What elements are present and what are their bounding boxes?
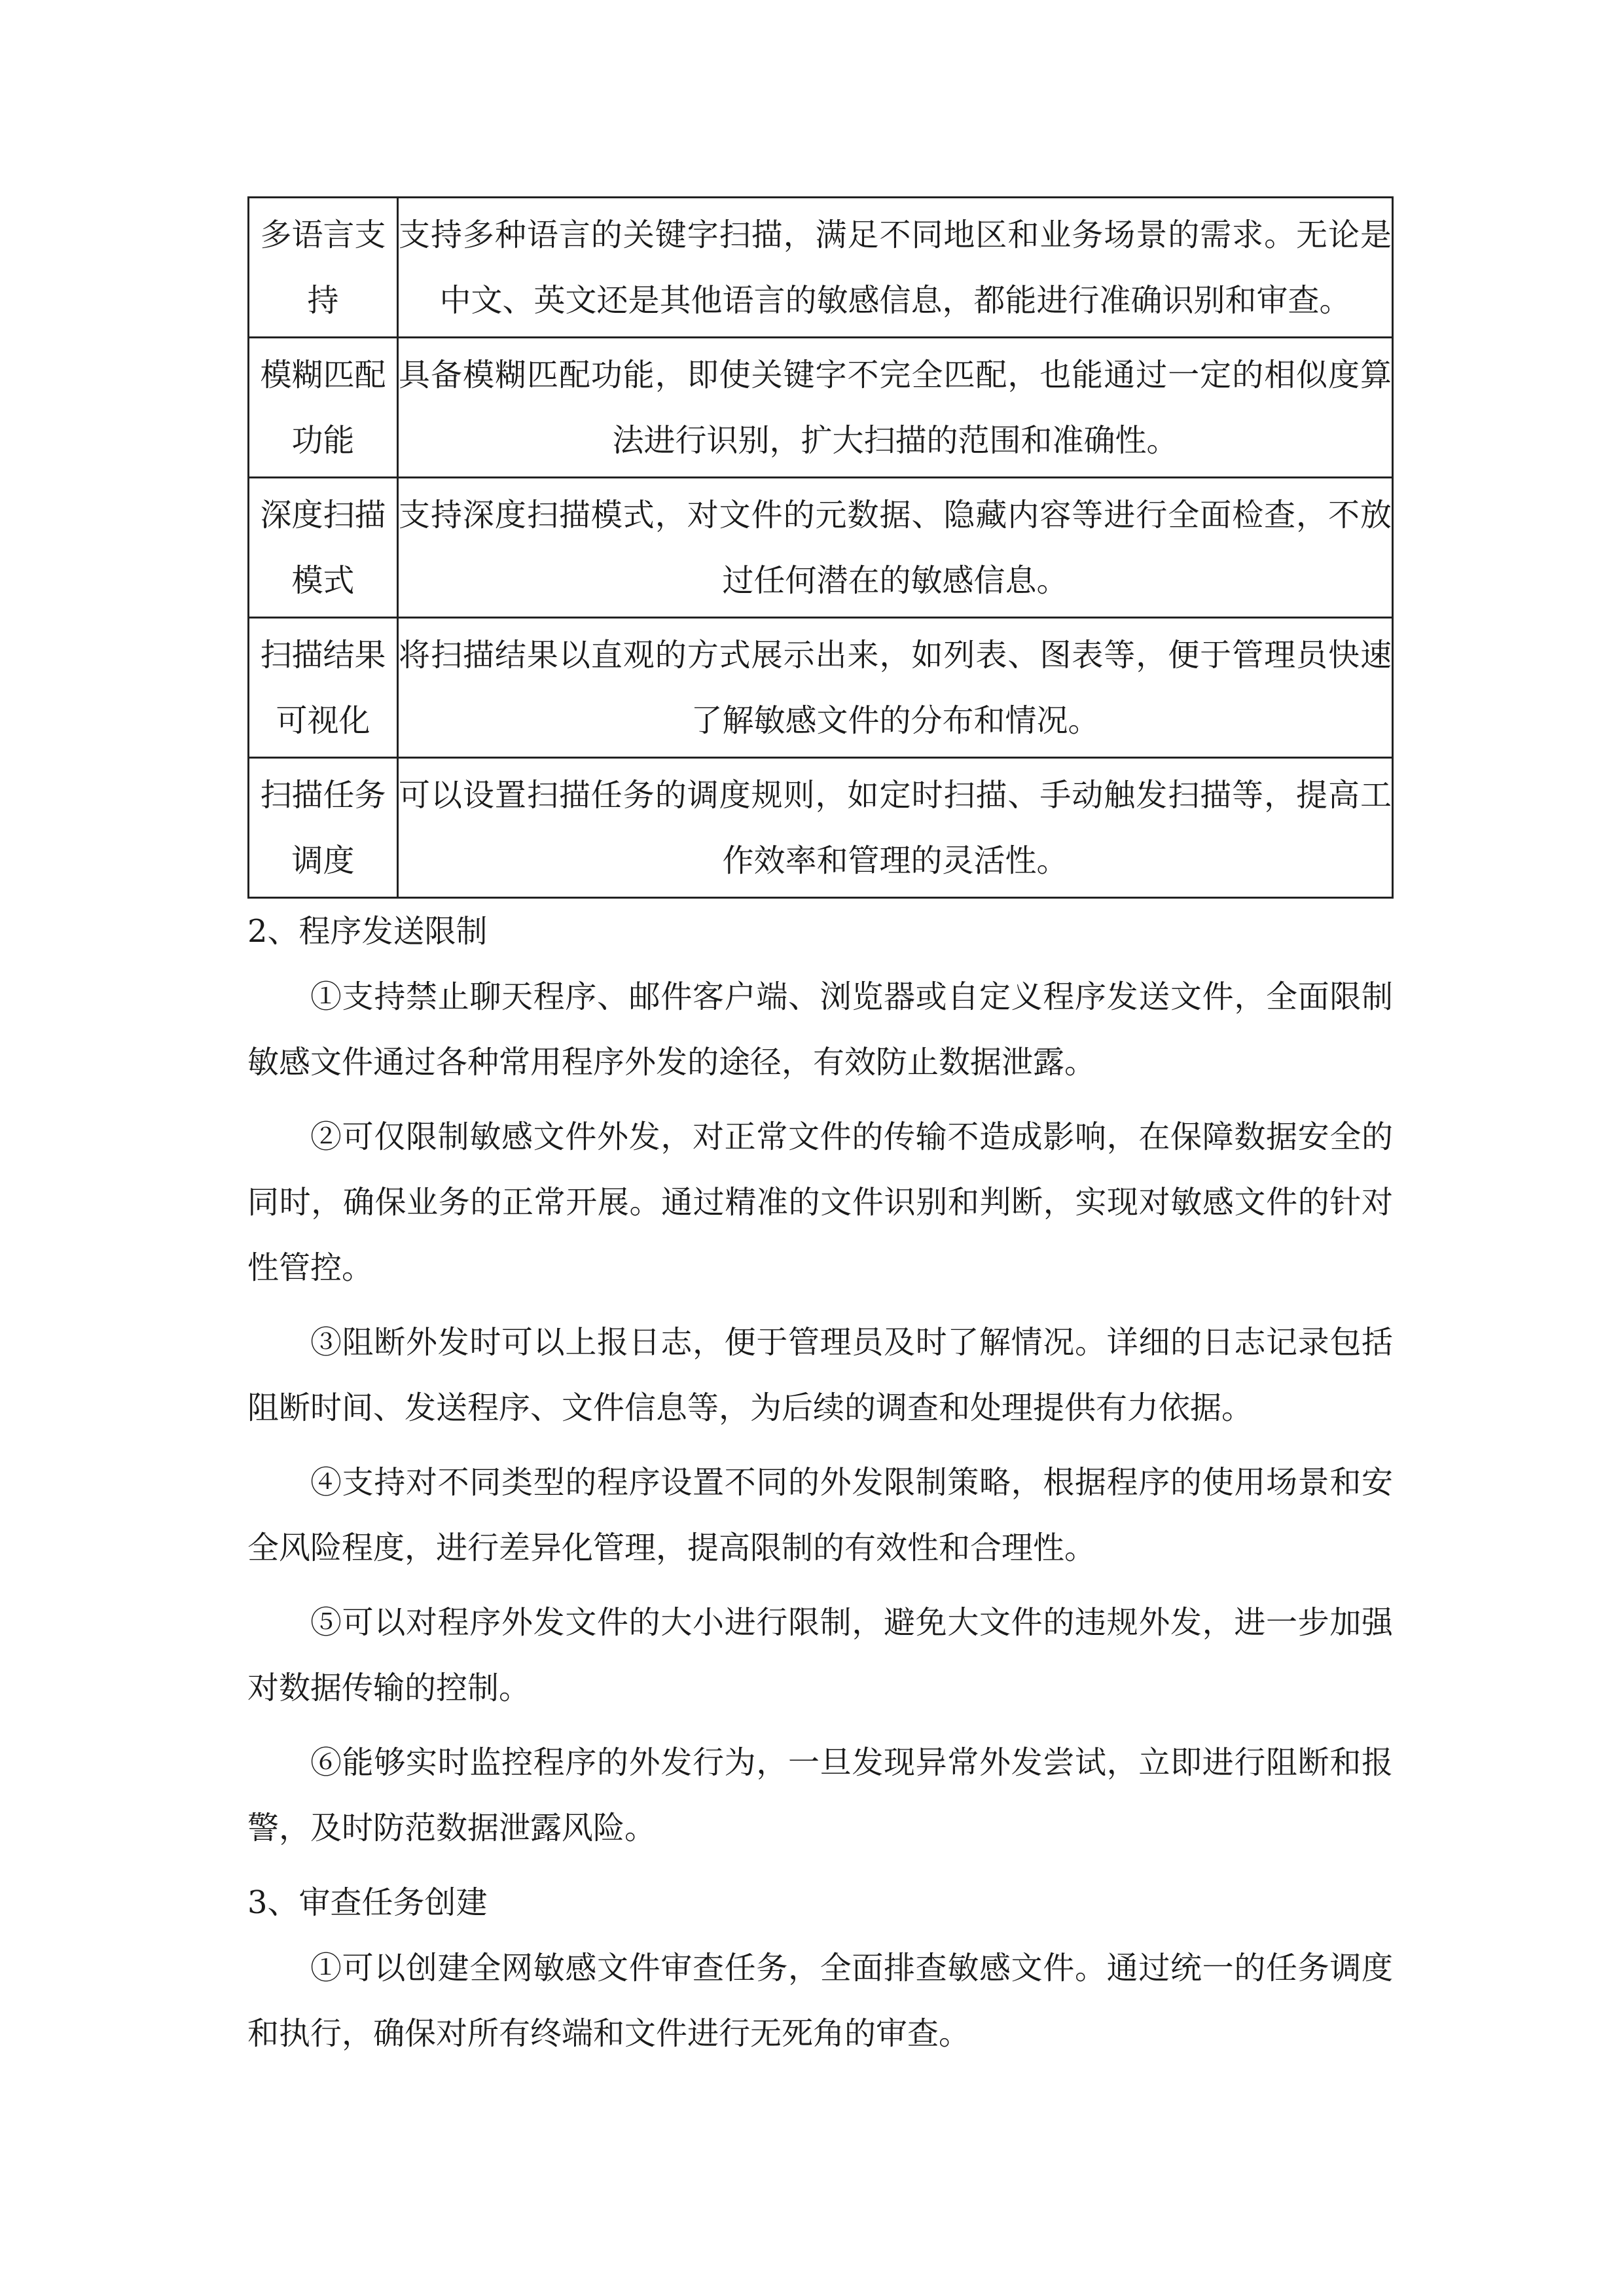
feature-name-cell: 深度扫描模式 [249, 478, 398, 618]
feature-name-cell: 扫描结果可视化 [249, 618, 398, 758]
feature-desc-cell: 支持多种语言的关键字扫描，满足不同地区和业务场景的需求。无论是中文、英文还是其他语言的敏感信息，都能进行准确识别和审查。 [398, 198, 1393, 338]
table-row [249, 338, 1393, 478]
feature-desc-cell: 支持深度扫描模式，对文件的元数据、隐藏内容等进行全面检查，不放过任何潜在的敏感信息。 [398, 478, 1393, 618]
feature-name-cell: 多语言支持 [249, 198, 398, 338]
section-heading-audit-task-creation: 3、审查任务创建 [247, 1884, 488, 1921]
feature-desc-cell: 具备模糊匹配功能，即使关键字不完全匹配，也能通过一定的相似度算法进行识别，扩大扫描的范围和准确性。 [398, 338, 1393, 478]
paragraph: ③阻断外发时可以上报日志，便于管理员及时了解情况。详细的日志记录包括阻断时间、发送程序、文件信息等，为后续的调查和处理提供有力依据。 [247, 1324, 1393, 1426]
table-row [249, 198, 1393, 338]
table-row [249, 478, 1393, 618]
table-row [249, 758, 1393, 898]
feature-desc-cell: 将扫描结果以直观的方式展示出来，如列表、图表等，便于管理员快速了解敏感文件的分布和情况。 [398, 618, 1393, 758]
document-page [247, 196, 1393, 2066]
paragraph: ②可仅限制敏感文件外发，对正常文件的传输不造成影响，在保障数据安全的同时，确保业务的正常开展。通过精准的文件识别和判断，实现对敏感文件的针对性管控。 [247, 1119, 1393, 1286]
paragraph: ①可以创建全网敏感文件审查任务，全面排查敏感文件。通过统一的任务调度和执行，确保对所有终端和文件进行无死角的审查。 [247, 1950, 1393, 2052]
section-heading-program-send-restriction: 2、程序发送限制 [247, 913, 488, 950]
feature-name-cell: 模糊匹配功能 [249, 338, 398, 478]
table-row [249, 618, 1393, 758]
paragraph: ⑤可以对程序外发文件的大小进行限制，避免大文件的违规外发，进一步加强对数据传输的控制。 [247, 1604, 1393, 1706]
feature-table [247, 196, 1394, 899]
paragraph: ④支持对不同类型的程序设置不同的外发限制策略，根据程序的使用场景和安全风险程度，进行差异化管理，提高限制的有效性和合理性。 [247, 1464, 1393, 1566]
feature-desc-cell: 可以设置扫描任务的调度规则，如定时扫描、手动触发扫描等，提高工作效率和管理的灵活性。 [398, 758, 1393, 898]
feature-name-cell: 扫描任务调度 [249, 758, 398, 898]
paragraph: ①支持禁止聊天程序、邮件客户端、浏览器或自定义程序发送文件，全面限制敏感文件通过各种常用程序外发的途径，有效防止数据泄露。 [247, 978, 1393, 1081]
paragraph: ⑥能够实时监控程序的外发行为，一旦发现异常外发尝试，立即进行阻断和报警，及时防范数据泄露风险。 [247, 1744, 1393, 1846]
